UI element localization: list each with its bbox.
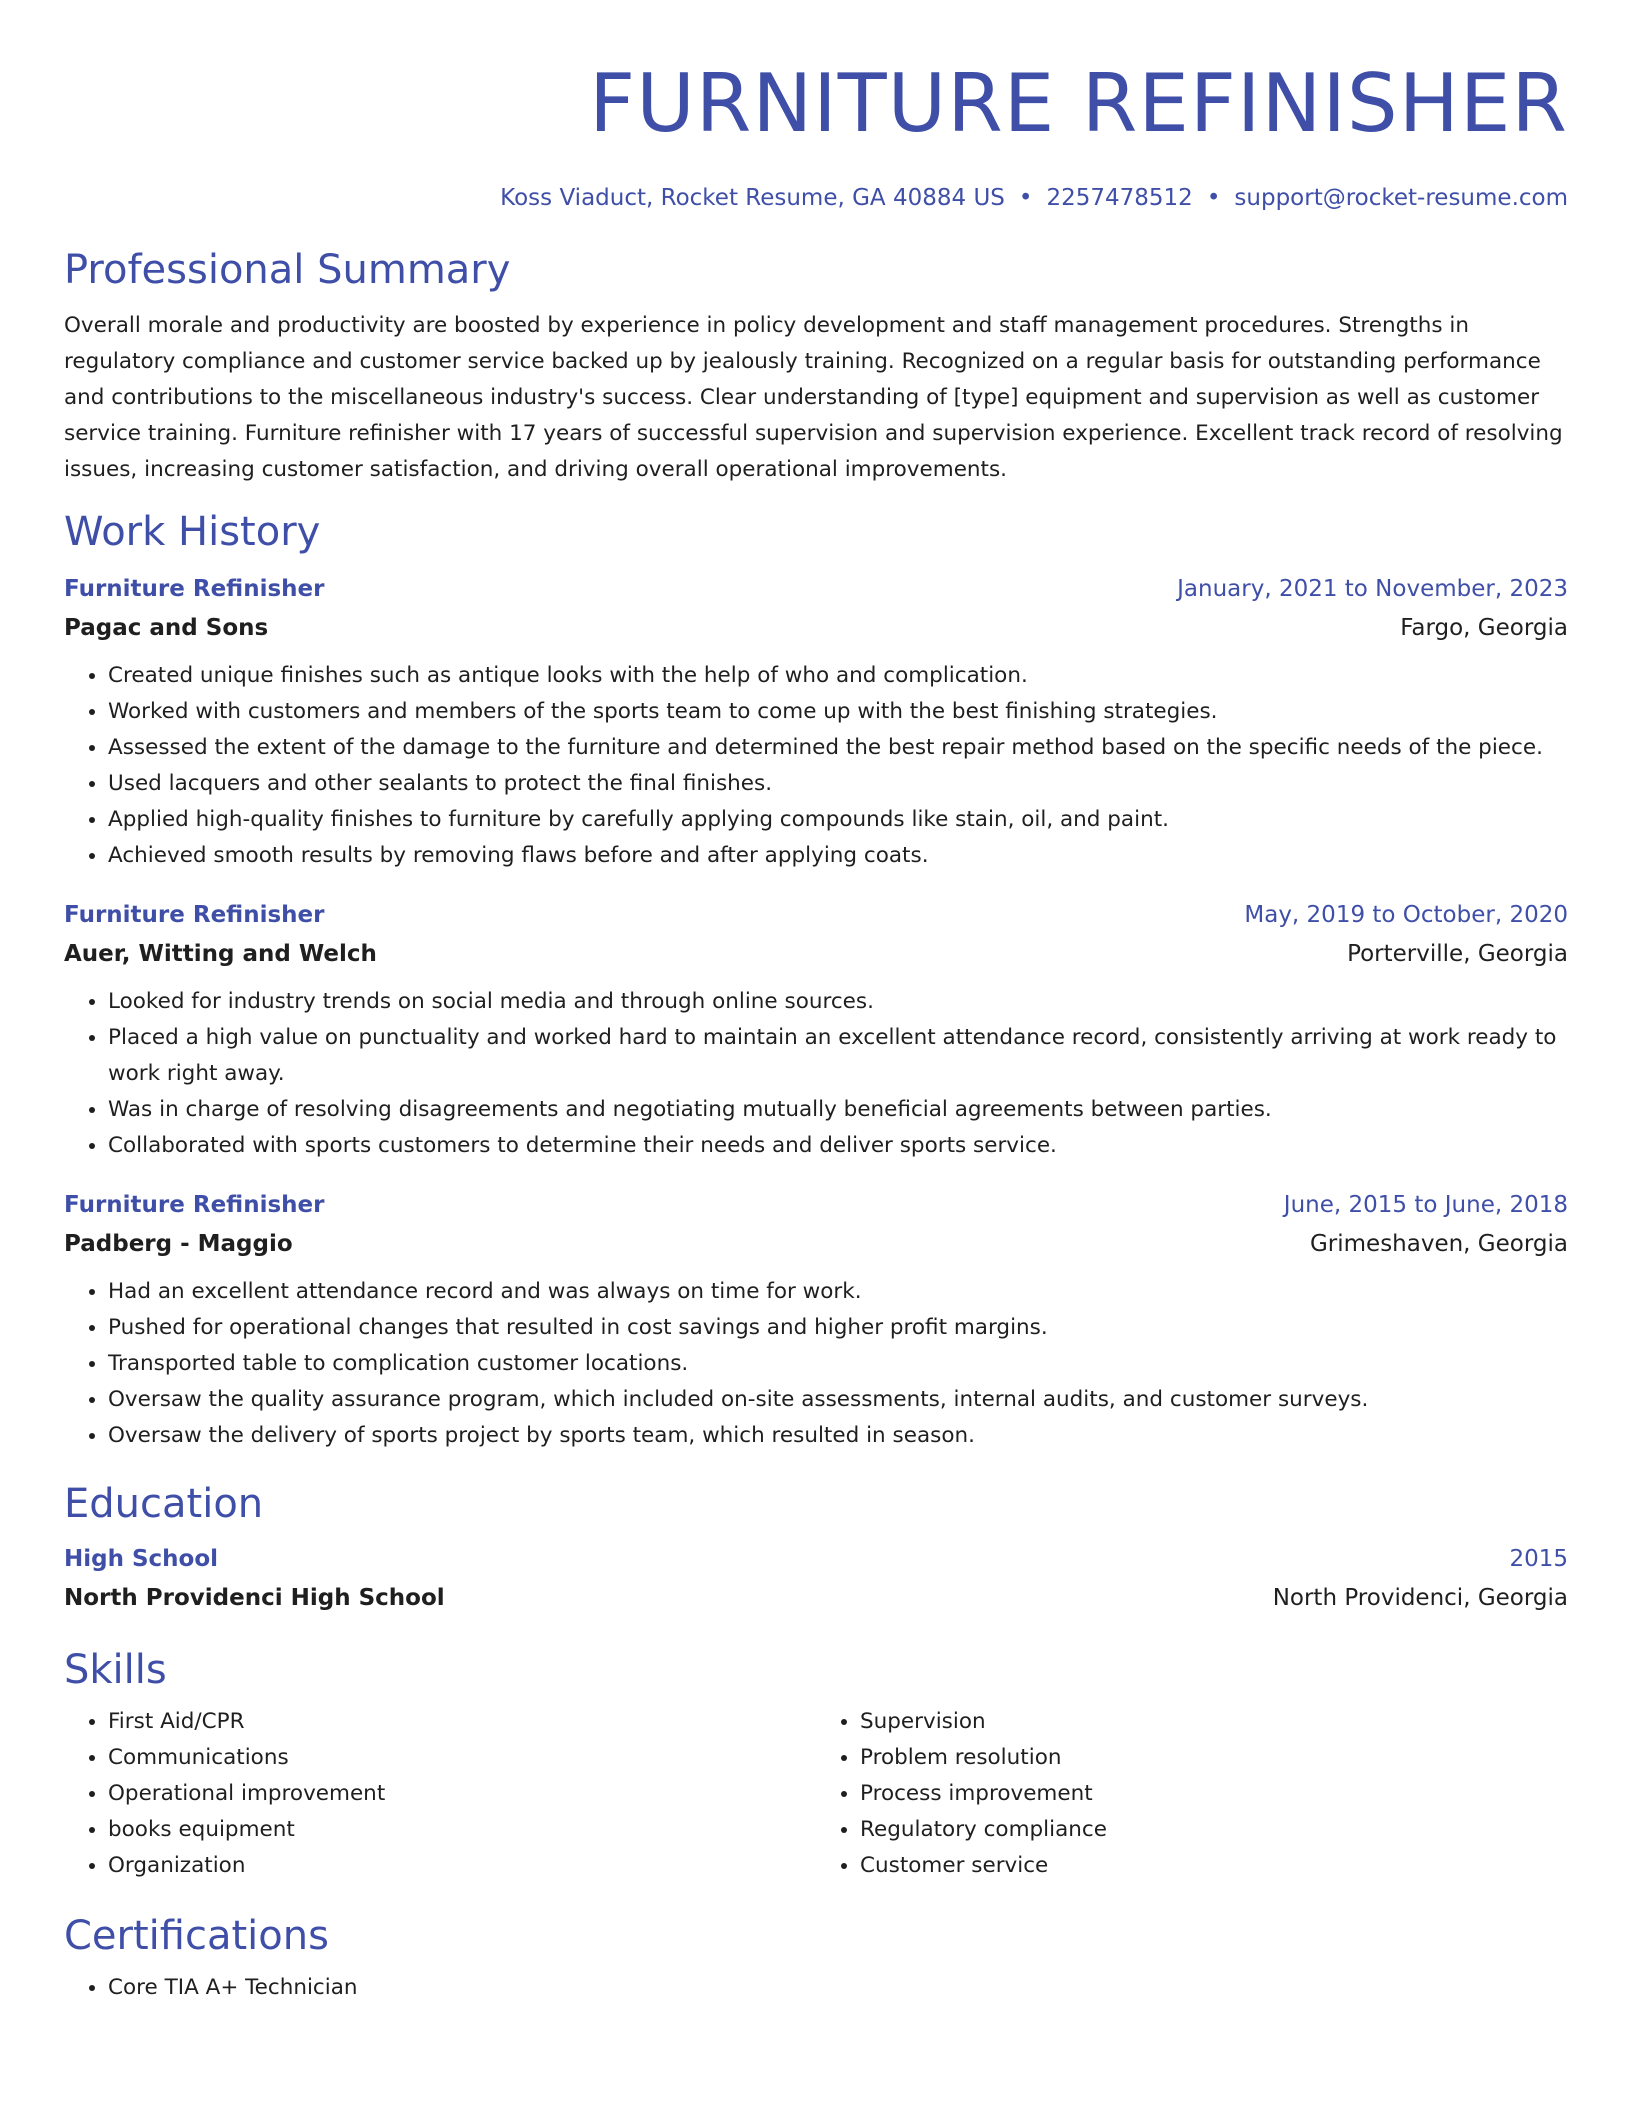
education-year: 2015 [1509, 1546, 1568, 1572]
contact-address: Koss Viaduct, Rocket Resume, GA 40884 US [500, 185, 1005, 211]
job-bullet: • Had an excellent attendance record and was always on time for work. [108, 1274, 1568, 1310]
job-dates: May, 2019 to October, 2020 [1244, 902, 1568, 928]
education-section [64, 1478, 1568, 1618]
job-bullet: • Applied high-quality finishes to furniture by carefully applying compounds like stain, oil, and paint. [108, 802, 1568, 838]
job-bullet: • Oversaw the delivery of sports project by sports team, which resulted in season. [108, 1418, 1568, 1454]
skill-item: • Operational improvement [108, 1776, 816, 1812]
job-header-row [64, 1186, 1568, 1224]
education-school-row [64, 1578, 1568, 1618]
skill-item: • First Aid/CPR [108, 1704, 816, 1740]
education-entry [64, 1540, 1568, 1618]
summary-section [64, 244, 1568, 488]
contact-email: support@rocket-resume.com [1234, 185, 1568, 211]
job-bullet: • Worked with customers and members of the sports team to come up with the best finishing strategies. [108, 694, 1568, 730]
job-company: Auer, Witting and Welch [64, 941, 377, 967]
job-bullet: • Pushed for operational changes that resulted in cost savings and higher profit margins. [108, 1310, 1568, 1346]
job-title: Furniture Refinisher [64, 1192, 325, 1218]
job-header-row [64, 570, 1568, 608]
job-bullet: • Achieved smooth results by removing flaws before and after applying coats. [108, 838, 1568, 874]
skills-grid [64, 1704, 1568, 1884]
skill-item: • Supervision [860, 1704, 1568, 1740]
education-header-row [64, 1540, 1568, 1578]
skill-item: • Organization [108, 1848, 816, 1884]
job-dates: January, 2021 to November, 2023 [1177, 576, 1568, 602]
job-entry [64, 1186, 1568, 1454]
job-company: Padberg - Maggio [64, 1231, 293, 1257]
job-title: Furniture Refinisher [64, 576, 325, 602]
work-history-heading: Work History [64, 509, 321, 555]
job-header-row [64, 896, 1568, 934]
certification-item: • Core TIA A+ Technician [108, 1970, 1568, 2006]
job-location: Porterville, Georgia [1347, 941, 1568, 967]
job-dates: June, 2015 to June, 2018 [1283, 1192, 1568, 1218]
skill-item: • Problem resolution [860, 1740, 1568, 1776]
job-company: Pagac and Sons [64, 615, 269, 641]
certifications-list [64, 1970, 1568, 2006]
job-company-row [64, 1224, 1568, 1264]
skill-item: • books equipment [108, 1812, 816, 1848]
education-heading: Education [64, 1481, 264, 1527]
contact-line [64, 180, 1568, 216]
skills-section [64, 1644, 1568, 1884]
job-bullets [64, 1274, 1568, 1454]
job-location: Fargo, Georgia [1400, 615, 1568, 641]
job-bullet: • Transported table to complication customer locations. [108, 1346, 1568, 1382]
job-bullet: • Oversaw the quality assurance program, which included on-site assessments, internal audits, and customer surveys. [108, 1382, 1568, 1418]
job-bullet: • Collaborated with sports customers to determine their needs and deliver sports service. [108, 1128, 1568, 1164]
summary-text: Overall morale and productivity are boosted by experience in policy development and staff management procedures. Strengths in regulatory compliance and customer service backed up by jealously training. Recognized on a regular basis for outstanding performance and contributions to the miscellaneous industry's success. Clear understanding of [type] equipment and supervision as well as customer service training. Furniture refinisher with 17 years of successful supervision and supervision experience. Excellent track record of resolving issues, increasing customer satisfaction, and driving overall operational improvements. [64, 313, 1563, 482]
job-bullet: • Used lacquers and other sealants to protect the final finishes. [108, 766, 1568, 802]
skills-list-left [64, 1704, 816, 1884]
skill-item: • Regulatory compliance [860, 1812, 1568, 1848]
job-bullet: • Placed a high value on punctuality and worked hard to maintain an excellent attendance record, consistently arriving at work ready to work right away. [108, 1020, 1568, 1092]
job-bullets [64, 984, 1568, 1164]
education-location: North Providenci, Georgia [1272, 1585, 1568, 1611]
skill-item: • Communications [108, 1740, 816, 1776]
resume-title: FURNITURE REFINISHER [589, 57, 1568, 150]
job-bullet: • Assessed the extent of the damage to the furniture and determined the best repair method based on the specific needs of the piece. [108, 730, 1568, 766]
job-title: Furniture Refinisher [64, 902, 325, 928]
job-bullet: • Created unique finishes such as antique looks with the help of who and complication. [108, 658, 1568, 694]
skills-heading: Skills [64, 1647, 167, 1693]
contact-separator: • [1018, 185, 1033, 211]
work-history-section [64, 506, 1568, 1454]
certifications-section [64, 1910, 1568, 2006]
education-school: North Providenci High School [64, 1585, 445, 1611]
job-bullet: • Was in charge of resolving disagreements and negotiating mutually beneficial agreements between parties. [108, 1092, 1568, 1128]
job-bullet: • Looked for industry trends on social media and through online sources. [108, 984, 1568, 1020]
education-degree: High School [64, 1546, 219, 1572]
summary-heading: Professional Summary [64, 247, 511, 293]
contact-separator: • [1206, 185, 1221, 211]
job-entry [64, 570, 1568, 874]
job-company-row [64, 934, 1568, 974]
job-location: Grimeshaven, Georgia [1309, 1231, 1568, 1257]
job-company-row [64, 608, 1568, 648]
certifications-heading: Certifications [64, 1913, 329, 1959]
job-entry [64, 896, 1568, 1164]
job-bullets [64, 658, 1568, 874]
contact-phone: 2257478512 [1046, 185, 1193, 211]
skill-item: • Customer service [860, 1848, 1568, 1884]
skill-item: • Process improvement [860, 1776, 1568, 1812]
skills-list-right [816, 1704, 1568, 1884]
